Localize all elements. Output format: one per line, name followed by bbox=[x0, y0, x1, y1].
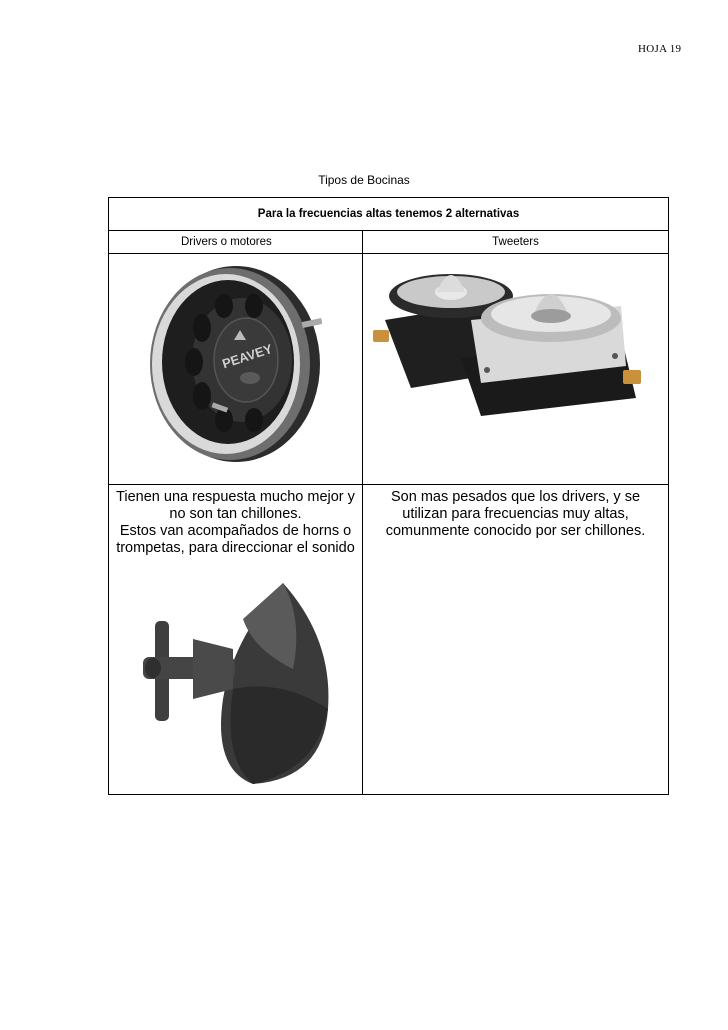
tweeters-description-line: comunmente conocido por ser chillones. bbox=[385, 523, 646, 539]
drivers-description-line: Estos van acompañados de horns o bbox=[119, 523, 352, 539]
compression-driver-image bbox=[142, 260, 362, 480]
column-header-tweeters: Tweeters bbox=[363, 231, 669, 254]
drivers-description-line: Tienen una respuesta mucho mejor y bbox=[116, 489, 355, 505]
column-header-drivers: Drivers o motores bbox=[109, 231, 363, 254]
drivers-description-line: trompetas, para direccionar el sonido bbox=[116, 540, 355, 556]
page-number: HOJA 19 bbox=[638, 43, 682, 55]
tweeters-description-line: utilizan para frecuencias muy altas, bbox=[402, 506, 629, 522]
driver-image-cell bbox=[109, 254, 363, 485]
tweeter-image-cell bbox=[363, 254, 669, 485]
driver-brand-text: PEAVEY bbox=[220, 341, 275, 372]
drivers-description-line: no son tan chillones. bbox=[169, 506, 302, 522]
document-title: Tipos de Bocinas bbox=[318, 173, 410, 187]
horn-image bbox=[124, 579, 362, 794]
table-heading: Para la frecuencias altas tenemos 2 alternativas bbox=[109, 198, 669, 231]
drivers-description-cell bbox=[109, 485, 363, 795]
tweeter-pair-image bbox=[371, 258, 668, 423]
tweeters-description-cell bbox=[363, 485, 669, 795]
speaker-types-table bbox=[108, 197, 669, 795]
tweeters-description-line: Son mas pesados que los drivers, y se bbox=[390, 489, 641, 505]
